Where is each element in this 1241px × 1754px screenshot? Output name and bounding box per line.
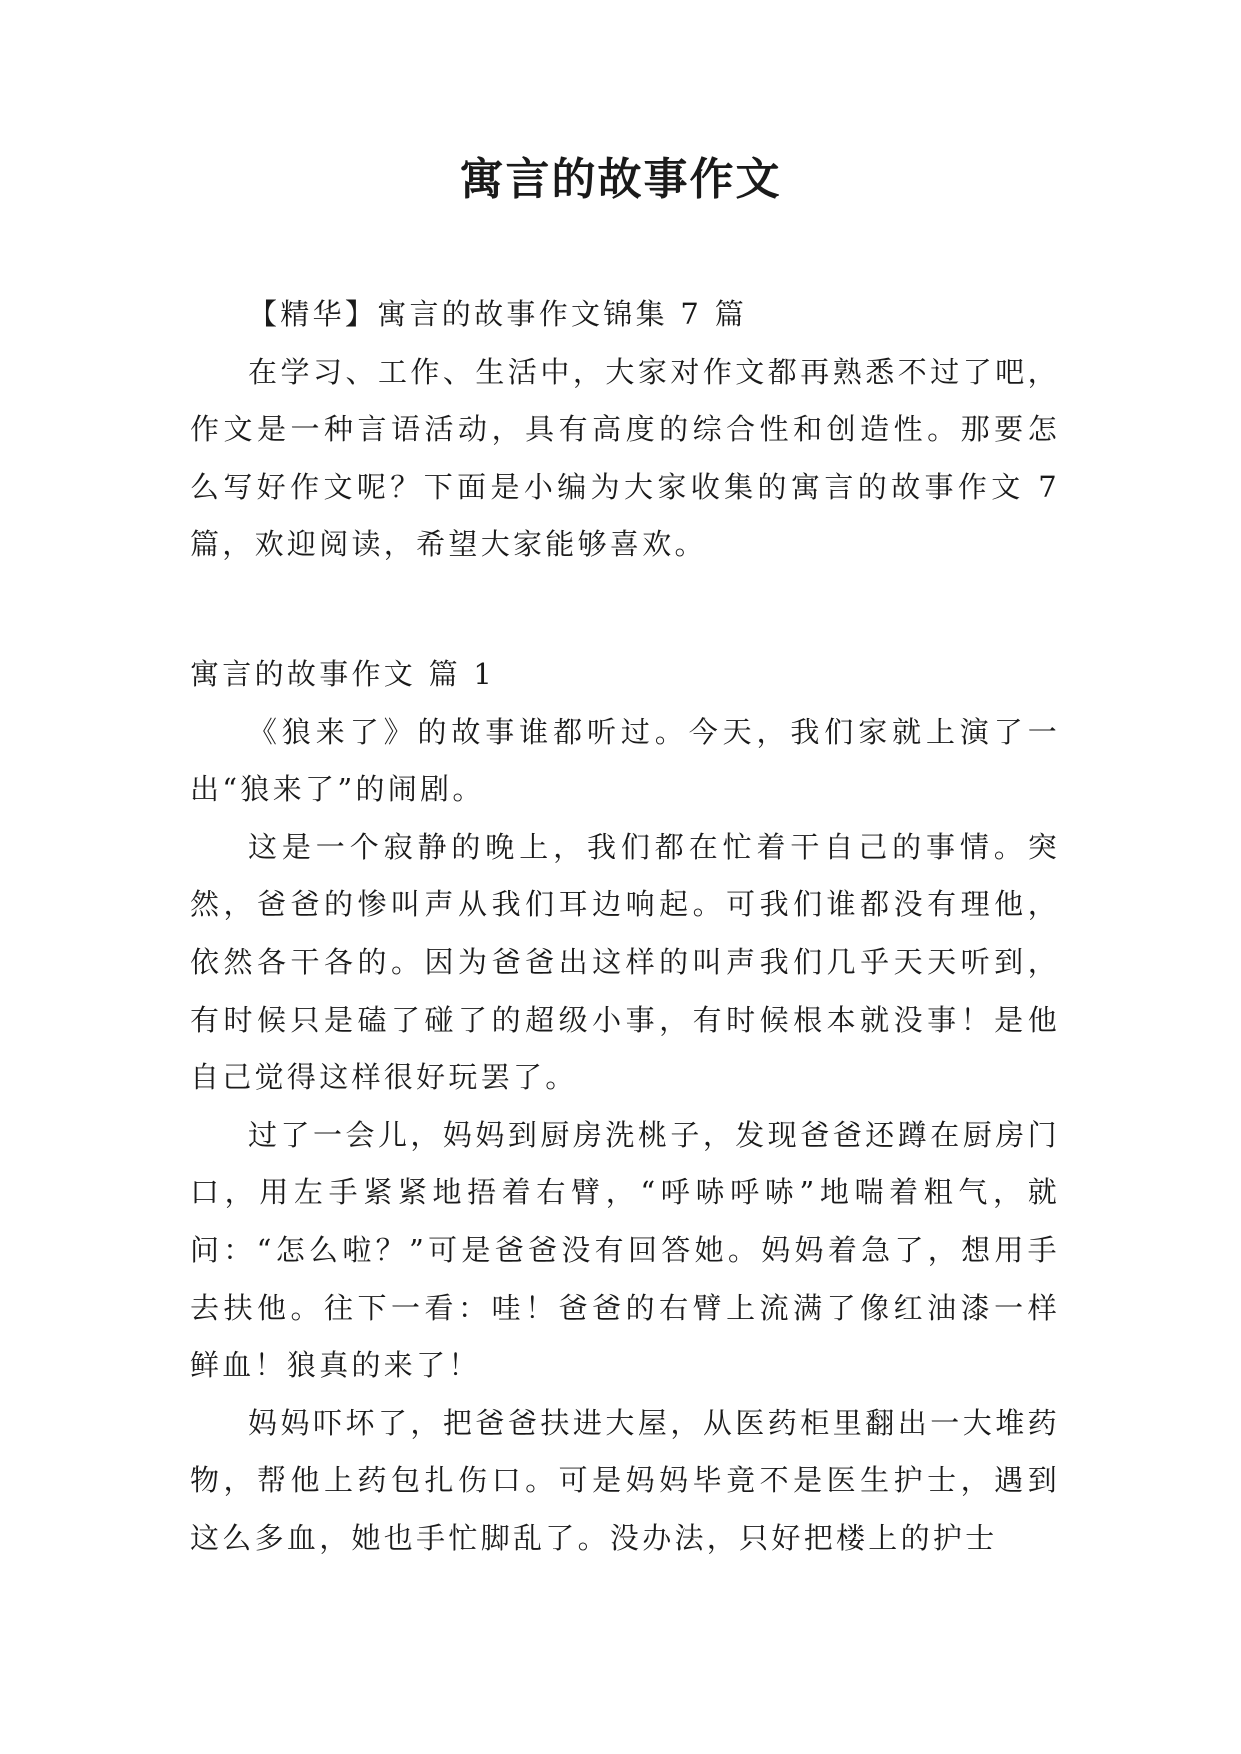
intro-paragraph: 在学习、工作、生活中，大家对作文都再熟悉不过了吧，作文是一种言语活动，具有高度的综合性和创造性。那要怎么写好作文呢？下面是小编为大家收集的寓言的故事作文 7 篇，欢迎阅读，希望大家能够喜欢。 (190, 354, 1060, 562)
document-title: 寓言的故事作文 (459, 154, 782, 205)
spacer (190, 574, 1060, 646)
document-body (190, 286, 1060, 1567)
body-paragraph-2: 这是一个寂静的晚上，我们都在忙着干自己的事情。突然，爸爸的惨叫声从我们耳边响起。可我们谁都没有理他，依然各干各的。因为爸爸出这样的叫声我们几乎天天听到，有时候只是磕了碰了的超级小事，有时候根本就没事！是他自己觉得这样很好玩罢了。 (190, 829, 1060, 1095)
section-heading: 寓言的故事作文 篇 1 (190, 656, 496, 691)
body-paragraph-3: 过了一会儿，妈妈到厨房洗桃子，发现爸爸还蹲在厨房门口，用左手紧紧地捂着右臂，“呼哧呼哧”地喘着粗气，就问：“怎么啦？”可是爸爸没有回答她。妈妈着急了，想用手去扶他。往下一看：哇！爸爸的右臂上流满了像红油漆一样鲜血！狼真的来了！ (190, 1117, 1060, 1383)
subtitle-paragraph: 【精华】寓言的故事作文锦集 7 篇 (248, 297, 747, 331)
body-paragraph-1: 《狼来了》的故事谁都听过。今天，我们家就上演了一出“狼来了”的闹剧。 (190, 714, 1060, 807)
body-paragraph-4: 妈妈吓坏了，把爸爸扶进大屋，从医药柜里翻出一大堆药物，帮他上药包扎伤口。可是妈妈毕竟不是医生护士，遇到这么多血，她也手忙脚乱了。没办法，只好把楼上的护士 (190, 1405, 1060, 1555)
